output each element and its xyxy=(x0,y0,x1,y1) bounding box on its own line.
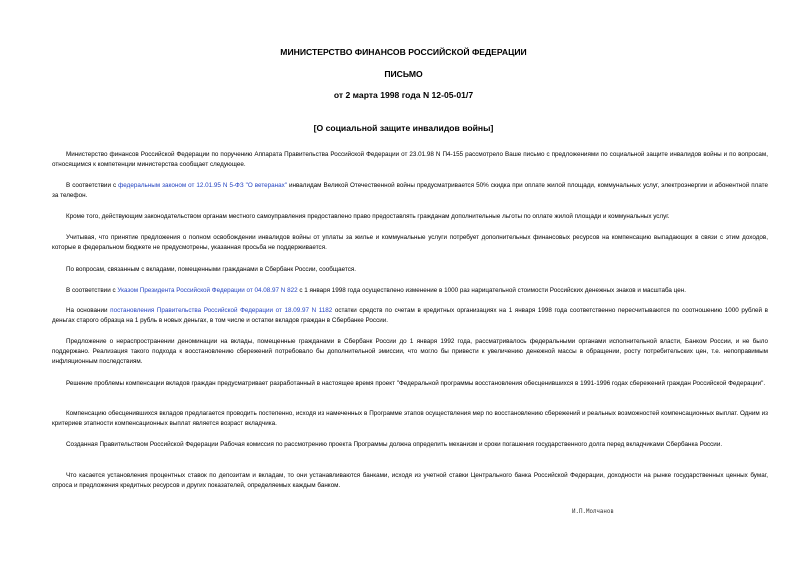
document-type: ПИСЬМО xyxy=(384,69,423,79)
ministry-title: МИНИСТЕРСТВО ФИНАНСОВ РОССИЙСКОЙ ФЕДЕРАЦИИ xyxy=(280,47,527,57)
paragraph-6 xyxy=(52,286,768,296)
paragraph-2 xyxy=(52,181,768,201)
paragraph-3: Кроме того, действующим законодательством органам местного самоуправления предоставлено право предоставлять гражданам дополнительные льготы по оплате жилой площади и коммунальных услуг. xyxy=(66,213,670,220)
paragraph-7 xyxy=(52,306,768,326)
paragraph-8: Предложение о нераспространении деноминации на вклады, помещенные гражданами в Сбербанк России до 1 января 1992 года, рассматривалось федеральными органами исполнительной власти, Банком России, и не было поддержано. Реализация такого подхода к восстановлению сбережений потребовало бы дополнительной эмиссии, что могло бы привести к увеличению денежной массы в обращении, росту потребительских цен, т.е. непоправимым инфляционным последствиям. xyxy=(52,338,768,365)
government-resolution-link[interactable]: постановления Правительства Российской Федерации от 18.09.97 N 1182 xyxy=(110,307,333,314)
paragraph-5: По вопросам, связанным с вкладами, помещенными гражданами в Сбербанк России, сообщается. xyxy=(66,266,357,273)
paragraph-11: Созданная Правительством Российской Федерации Рабочая комиссия по рассмотрению проекта Программы должна определить механизм и сроки погашения государственного долга перед вкладчиками Сбербанка России. xyxy=(66,441,723,448)
paragraph-4: Учитывая, что принятие предложения о полном освобождении инвалидов войны от уплаты за жилье и коммунальные услуги потребует дополнительных финансовых ресурсов на компенсацию выпадающих в связи с этим доходов, которые в федеральном бюджете не предусмотрены, указанная просьба не поддерживается. xyxy=(52,234,768,251)
paragraph-6-text-start: В соответствии с xyxy=(66,287,118,294)
document-subject: [О социальной защите инвалидов войны] xyxy=(313,123,494,133)
paragraph-9: Решение проблемы компенсации вкладов граждан предусматривает разработанный в настоящее время проект "Федеральной программы восстановления обесценившихся в 1991-1996 годах сбережений граждан Российской Федерации". xyxy=(66,380,766,387)
document-date-number: от 2 марта 1998 года N 12-05-01/7 xyxy=(333,90,474,100)
paragraph-1: Министерство финансов Российской Федерации по поручению Аппарата Правительства Российской Федерации от 23.01.98 N П4-155 рассмотрело Ваше письмо с предложениями по социальной защите инвалидов войны и по вопросам, относящимся к компетенции министерства сообщает следующее. xyxy=(52,151,768,168)
presidential-decree-link[interactable]: Указом Президента Российской Федерации от 04.08.97 N 822 xyxy=(117,287,298,294)
paragraph-12: Что касается установления процентных ставок по депозитам и вкладам, то они устанавливаются банками, исходя из учетной ставки Центрального банка Российской Федерации, доходности на рынке государственных ценных бумаг, спроса и предложения кредитных ресурсов и других показателей, определяемых каждым банком. xyxy=(52,472,768,489)
paragraph-2-text-start: В соответствии с xyxy=(66,182,119,189)
signature: И.П.Молчанов xyxy=(572,509,614,515)
paragraph-7-text-start: На основании xyxy=(66,307,111,314)
paragraph-2-text-end: инвалидам Великой Отечественной войны предусматривается 50% скидка при оплате жилой площади, коммунальных услуг, электроэнергии и абонентной плате за телефон. xyxy=(52,182,768,199)
paragraph-10: Компенсацию обесценившихся вкладов предлагается проводить постепенно, исходя из намеченных в Программе этапов осуществления мер по восстановлению сбережений и реальных возможностей компенсационных выплат. Одним из критериев этапности компенсационных выплат является возраст вкладчика. xyxy=(52,410,768,427)
paragraph-7-text-end: остатки средств по счетам в кредитных организациях на 1 января 1998 года соответственно пересчитываются по соотношению 1000 рублей в деньгах старого образца на 1 рубль в новых деньгах, в том числе и остатки вкладов граждан в Сбербанке России. xyxy=(52,307,769,324)
paragraph-6-text-end: с 1 января 1998 года осуществлено изменение в 1000 раз нарицательной стоимости Российских денежных знаков и масштаба цен. xyxy=(297,287,686,294)
law-veterans-link[interactable]: федеральным законом от 12.01.95 N 5-ФЗ "О ветеранах" xyxy=(118,182,288,189)
